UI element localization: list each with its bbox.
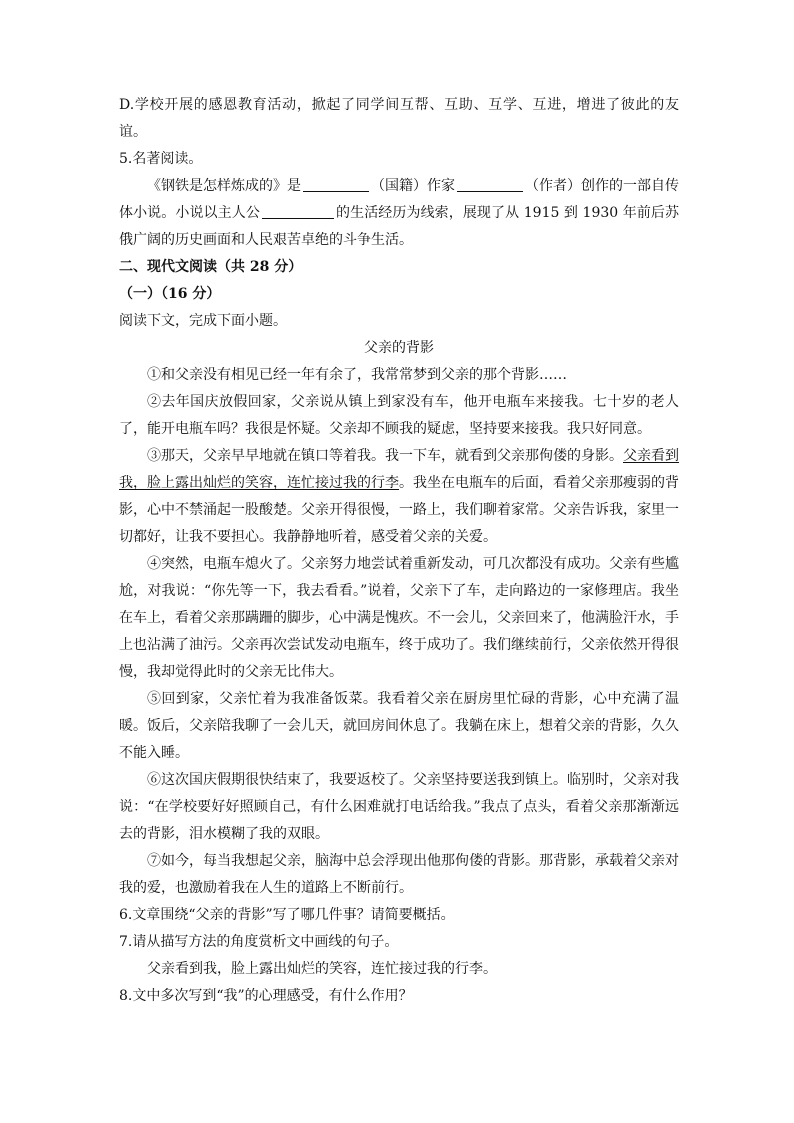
paragraph-6: ⑥这次国庆假期很快结束了，我要返校了。父亲坚持要送我到镇上。临别时，父亲对我说：“在学校要好好照顾自己，有什么困难就打电话给我。”我点了点头，看着父亲那渐渐远去的背影，泪水模糊了我的双眼。 <box>119 772 679 842</box>
paragraph-7: ⑦如今，每当我想起父亲，脑海中总会浮现出他那佝偻的背影。那背影，承载着父亲对我的爱，也激励着我在人生的道路上不断前行。 <box>119 853 679 896</box>
underlined-sentence: 父亲看到我，脸上露出灿烂的笑容，连忙接过我的行李 <box>119 448 679 491</box>
q5-text-2: （国籍）作家 <box>371 178 455 194</box>
paragraph-5: ⑤回到家，父亲忙着为我准备饭菜。我看着父亲在厨房里忙碌的背影，心中充满了温暖。饭后，父亲陪我聊了一会儿天，就回房间休息了。我躺在床上，想着父亲的背影，久久不能入睡。 <box>119 691 679 761</box>
protagonist-blank[interactable] <box>262 204 334 219</box>
paragraph-1: ①和父亲没有相见已经一年有余了，我常常梦到父亲的那个背影…… <box>147 367 567 383</box>
question-8: 8.文中多次写到“我”的心理感受，有什么作用？ <box>119 988 413 1004</box>
p3-text-before: ③那天，父亲早早地就在镇口等着我。我一下车，就看到父亲那佝偻的身影。 <box>147 448 623 464</box>
paragraph-3 <box>119 443 679 551</box>
option-d: D.学校开展的感恩教育活动，掀起了同学间互帮、互助、互学、互进，增进了彼此的友谊。 <box>119 97 679 140</box>
section-2-heading: 二、现代文阅读（共 28 分） <box>119 259 303 275</box>
article-title: 父亲的背影 <box>364 340 434 356</box>
question-5-body <box>119 173 679 254</box>
paragraph-2: ②去年国庆放假回家，父亲说从镇上到家没有车，他开电瓶车来接我。七十岁的老人了，能开电瓶车吗？我很是怀疑。父亲却不顾我的疑虑，坚持要来接我。我只好同意。 <box>119 394 679 437</box>
paragraph-4: ④突然，电瓶车熄火了。父亲努力地尝试着重新发动，可几次都没有成功。父亲有些尴尬，对我说：“你先等一下，我去看看。”说着，父亲下了车，走向路边的一家修理店。我坐在车上，看着父亲那蹒跚的脚步，心中满是愧疚。不一会儿，父亲回来了，他满脸汗水，手上也沾满了油污。父亲再次尝试发动电瓶车，终于成功了。我们继续前行，父亲依然开得很慢，我却觉得此时的父亲无比伟大。 <box>119 556 679 680</box>
subsection-1-heading: （一）（16 分） <box>119 286 221 302</box>
question-6: 6.文章围绕“父亲的背影”写了哪几件事？请简要概括。 <box>119 907 455 923</box>
q5-text-1: 《钢铁是怎样炼成的》是 <box>147 178 301 194</box>
document-content <box>119 92 679 1010</box>
nationality-blank[interactable] <box>303 177 369 192</box>
q5-text-4: 的生活经历为线索，展现了从 1915 到 1930 年前后苏俄广阔的历史画面和人民艰苦卓绝的斗争生活。 <box>119 205 679 248</box>
question-5-title: 5.名著阅读。 <box>119 151 203 167</box>
reading-instruction: 阅读下文，完成下面小题。 <box>119 313 287 329</box>
q5-text-3: （作者）创作的一部自传体小说。小说以主人公 <box>119 178 679 221</box>
question-7-quote: 父亲看到我，脸上露出灿烂的笑容，连忙接过我的行李。 <box>147 961 497 977</box>
author-blank[interactable] <box>457 177 523 192</box>
p3-text-after: 。我坐在电瓶车的后面，看着父亲那瘦弱的背影，心中不禁涌起一股酸楚。父亲开得很慢，一路上，我们聊着家常。父亲告诉我，家里一切都好，让我不要担心。我静静地听着，感受着父亲的关爱。 <box>119 475 679 545</box>
question-7: 7.请从描写方法的角度赏析文中画线的句子。 <box>119 934 399 950</box>
